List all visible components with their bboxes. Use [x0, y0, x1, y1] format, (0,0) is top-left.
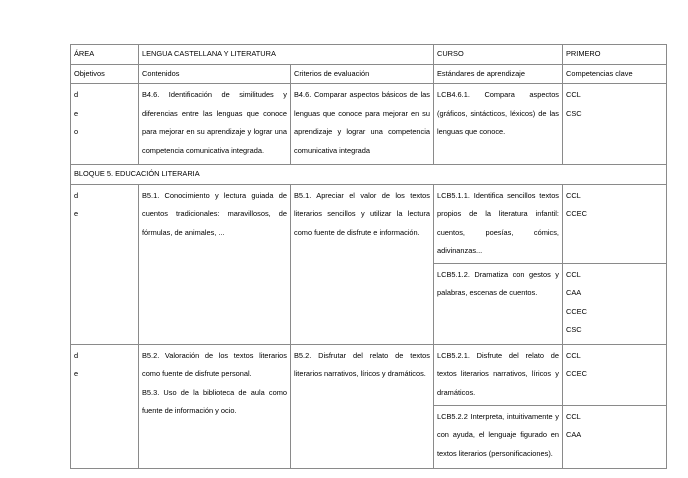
competencia-item: CSC — [566, 325, 582, 334]
objetivo-item: e — [74, 108, 79, 118]
contenido-item: B5.2. Valoración de los textos literarios como fuente de disfrute personal. — [142, 350, 287, 378]
col-contenidos: Contenidos — [139, 64, 291, 84]
competencia-item: CCL — [566, 90, 581, 99]
block-row — [71, 165, 667, 185]
col-estandares: Estándares de aprendizaje — [434, 64, 563, 84]
curso-value: PRIMERO — [563, 45, 667, 65]
criterio-cell: B4.6. Comparar aspectos básicos de las lenguas que conoce para mejorar en su aprendizaje y lograr una competencia comunicativa integrada — [291, 84, 434, 165]
objetivo-item: d — [74, 190, 79, 200]
header-row — [71, 45, 667, 65]
objetivo-item: d — [74, 90, 79, 99]
contenido-cell: B5.1. Conocimiento y lectura guiada de cuentos tradicionales: maravillosos, de fórmulas, de animales, ... — [139, 184, 291, 344]
estandar-cell: LCB5.1.2. Dramatiza con gestos y palabras, escenas de cuentos. — [434, 263, 563, 344]
table-row — [71, 84, 667, 165]
competencia-item: CCL — [566, 411, 581, 421]
col-competencias: Competencias clave — [563, 64, 667, 84]
competencia-item: CAA — [566, 430, 582, 439]
contenido-cell — [139, 344, 291, 468]
competencia-item: CCEC — [566, 369, 587, 378]
estandar-cell: LCB5.1.1. Identifica sencillos textos propios de la literatura infantil: cuentos, poesías, cómics, adivinanzas... — [434, 184, 563, 263]
area-label: ÁREA — [71, 45, 139, 65]
estandar-cell: LCB5.2.2 Interpreta, intuitivamente y con ayuda, el lenguaje figurado en textos literarios (personificaciones). — [434, 405, 563, 468]
competencias-cell — [563, 405, 667, 468]
objetivo-item: d — [74, 350, 79, 360]
competencia-item: CAA — [566, 288, 582, 297]
competencia-item: CCEC — [566, 306, 587, 316]
competencia-item: CCL — [566, 350, 581, 360]
contenido-item: B5.3. Uso de la biblioteca de aula como fuente de información y ocio. — [142, 387, 287, 415]
competencia-item: CCEC — [566, 209, 587, 218]
criterio-cell: B5.2. Disfrutar del relato de textos literarios narrativos, líricos y dramáticos. — [291, 344, 434, 468]
curso-label: CURSO — [434, 45, 563, 65]
criterio-cell: B5.1. Apreciar el valor de los textos literarios sencillos y utilizar la lectura como fuente de disfrute e información. — [291, 184, 434, 344]
table-row — [71, 344, 667, 405]
competencias-cell — [563, 184, 667, 263]
contenido-cell: B4.6. Identificación de similitudes y diferencias entre las lenguas que conoce para mejorar en su aprendizaje y lograr una competencia comunicativa integrada. — [139, 84, 291, 165]
competencia-item: CCL — [566, 190, 581, 200]
competencia-item: CCL — [566, 269, 581, 279]
area-value: LENGUA CASTELLANA Y LITERATURA — [139, 45, 434, 65]
competencias-cell — [563, 344, 667, 405]
column-header-row — [71, 64, 667, 84]
col-objetivos: Objetivos — [71, 64, 139, 84]
estandar-cell: LCB5.2.1. Disfrute del relato de textos literarios narrativos, líricos y dramáticos. — [434, 344, 563, 405]
objetivos-cell — [71, 184, 139, 344]
objetivos-cell — [71, 344, 139, 468]
curriculum-table — [70, 44, 667, 469]
competencia-item: CSC — [566, 108, 582, 118]
table-row — [71, 184, 667, 263]
objetivo-item: e — [74, 209, 79, 218]
estandar-cell: LCB4.6.1. Compara aspectos (gráficos, sintácticos, léxicos) de las lenguas que conoce. — [434, 84, 563, 165]
competencias-cell — [563, 263, 667, 344]
col-criterios: Criterios de evaluación — [291, 64, 434, 84]
bloque-title: BLOQUE 5. EDUCACIÓN LITERARIA — [71, 165, 667, 185]
objetivos-cell — [71, 84, 139, 165]
objetivo-item: o — [74, 127, 79, 136]
competencias-cell — [563, 84, 667, 165]
objetivo-item: e — [74, 369, 79, 378]
